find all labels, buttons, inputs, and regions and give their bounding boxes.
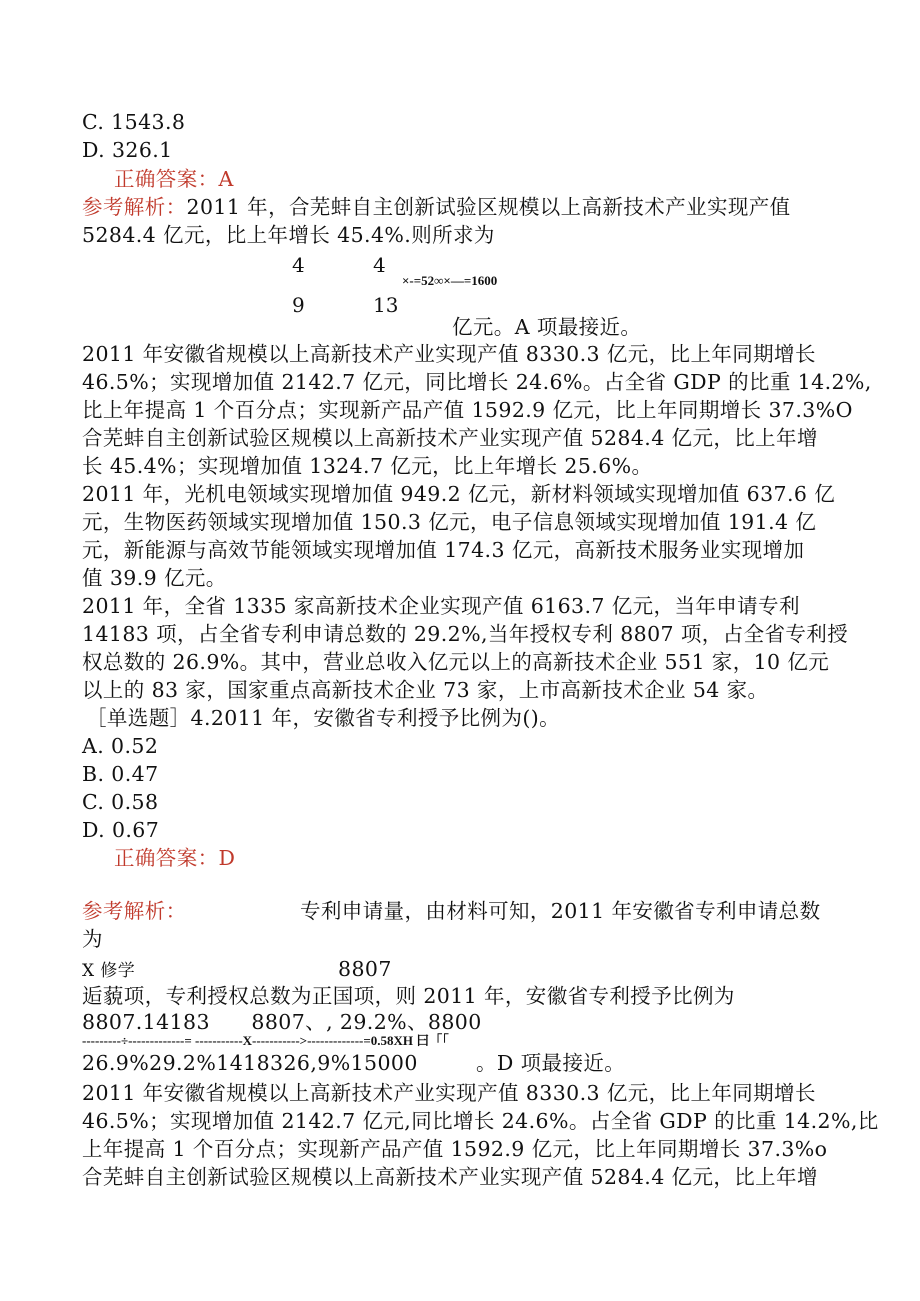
material-p1-line: 长 45.4%；实现增加值 1324.7 亿元，比上年增长 25.6%。 (82, 454, 653, 478)
material-p2-line: 元，新能源与高效节能领域实现增加值 174.3 亿元，高新技术服务业实现增加 (82, 538, 805, 562)
analysis-text: 2011 年，合芜蚌自主创新试验区规模以上高新技术产业实现产值 (186, 195, 791, 219)
analysis-fraction-line: ---------÷-------------= -----------X----------->-------------=0.58XH 曰「「 (82, 1033, 449, 1048)
analysis-line-1 (82, 194, 791, 220)
analysis-line-4: 8807.14183 8807、, 29.2%、8800 (82, 1010, 482, 1034)
material-p3-line: 2011 年，全省 1335 家高新技术企业实现产值 6163.7 亿元，当年申请专利 (82, 594, 800, 618)
analysis-line-2: 为 (82, 927, 103, 951)
option-d: D. 0.67 (82, 818, 160, 842)
formula-denominator-2: 13 (373, 293, 399, 317)
material-p1-line: 比上年提高 1 个百分点；实现新产品产值 1592.9 亿元，比上年同期增长 37.3%O (82, 398, 853, 422)
analysis-line-2: 5284.4 亿元，比上年增长 45.4%.则所求为 (82, 223, 495, 247)
repeat-material-line: 上年提高 1 个百分点；实现新产品产值 1592.9 亿元，比上年同期增长 37.3%o (82, 1137, 828, 1161)
option-c: C. 0.58 (82, 790, 159, 814)
material-p3-line: 14183 项，占全省专利申请总数的 29.2%,当年授权专利 8807 项，占全省专利授 (82, 622, 849, 646)
analysis-line-1: 专利申请量，由材料可知，2011 年安徽省专利申请总数 (300, 899, 821, 923)
material-p1-line: 2011 年安徽省规模以上高新技术产业实现产值 8330.3 亿元，比上年同期增长 (82, 342, 816, 366)
correct-answer: 正确答案：A (114, 167, 234, 191)
material-p2-line: 2011 年，光机电领域实现增加值 949.2 亿元，新材料领域实现增加值 637.6 亿 (82, 482, 836, 506)
formula-conclusion: 亿元。A 项最接近。 (452, 315, 642, 339)
material-p1-line: 46.5%；实现增加值 2142.7 亿元，同比增长 24.6%。占全省 GDP 的比重 14.2%, (82, 370, 872, 394)
option-a: A. 0.52 (82, 734, 159, 758)
material-p2-line: 元，生物医药领域实现增加值 150.3 亿元，电子信息领域实现增加值 191.4 亿 (82, 510, 817, 534)
analysis-label: 参考解析： (82, 195, 187, 219)
analysis-8807: 8807 (338, 957, 392, 981)
repeat-material-line: 合芜蚌自主创新试验区规模以上高新技术产业实现产值 5284.4 亿元，比上年增 (82, 1165, 818, 1189)
material-p1-line: 合芜蚌自主创新试验区规模以上高新技术产业实现产值 5284.4 亿元，比上年增 (82, 426, 818, 450)
material-p3-line: 以上的 83 家，国家重点高新技术企业 73 家，上市高新技术企业 54 家。 (82, 678, 769, 702)
material-p3-line: 权总数的 26.9%。其中，营业总收入亿元以上的高新技术企业 551 家，10 亿元 (82, 650, 830, 674)
formula-denominator-1: 9 (292, 293, 305, 317)
material-p2-line: 值 39.9 亿元。 (82, 566, 227, 590)
option-b: B. 0.47 (82, 762, 159, 786)
analysis-conclusion: 。D 项最接近。 (476, 1051, 626, 1075)
analysis-line-3: 逅藐项，专利授权总数为正国项，则 2011 年，安徽省专利授予比例为 (82, 984, 735, 1008)
repeat-material-line: 2011 年安徽省规模以上高新技术产业实现产值 8330.3 亿元，比上年同期增长 (82, 1081, 816, 1105)
option-d: D. 326.1 (82, 138, 173, 162)
repeat-material-line: 46.5%；实现增加值 2142.7 亿元,同比增长 24.6%。占全省 GDP 的比重 14.2%,比 (82, 1109, 879, 1133)
analysis-line-6: 26.9%29.2%1418326,9%15000 (82, 1051, 418, 1075)
correct-answer: 正确答案：D (114, 846, 236, 870)
formula-middle: ×-=52∞×—=1600 (402, 273, 498, 288)
analysis-label: 参考解析： (82, 899, 187, 923)
formula-numerator-2: 4 (373, 253, 386, 277)
question-4-stem: ［单选题］4.2011 年，安徽省专利授予比例为()。 (86, 706, 561, 730)
option-c: C. 1543.8 (82, 110, 186, 134)
formula-numerator-1: 4 (292, 253, 305, 277)
analysis-x-text: X 修学 (82, 961, 136, 981)
